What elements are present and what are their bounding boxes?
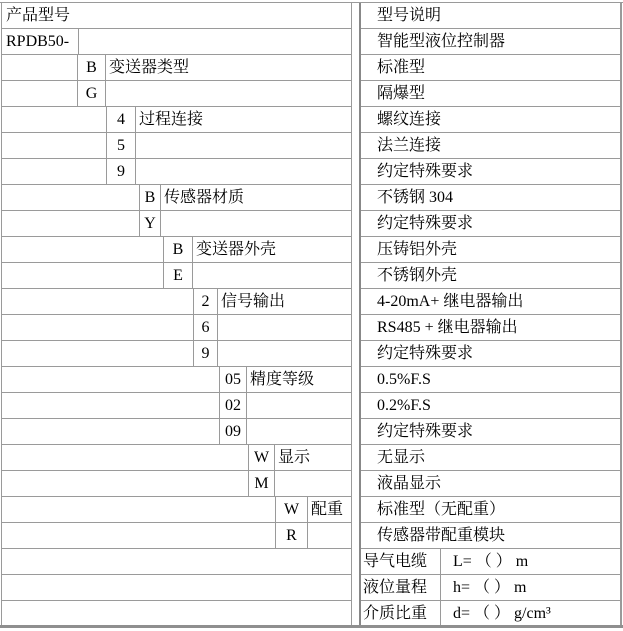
indent-cell xyxy=(2,341,194,366)
description-cell: 约定特殊要求 xyxy=(377,163,474,180)
indent-cell xyxy=(2,315,194,340)
param-label-cell: 导气电缆 xyxy=(361,549,441,574)
option-code-cell: 6 xyxy=(194,315,218,340)
option-label-cell: 变送器外壳 xyxy=(196,241,277,258)
desc-row xyxy=(361,341,620,367)
desc-row xyxy=(361,471,620,497)
option-code-cell: G xyxy=(78,81,106,106)
model-prefix-cell: RPDB50- xyxy=(2,29,79,54)
spec-row xyxy=(2,107,351,133)
description-cell: 0.2%F.S xyxy=(377,397,431,414)
indent-cell xyxy=(2,419,220,444)
spec-row xyxy=(2,81,351,107)
desc-row xyxy=(361,315,620,341)
option-code-cell: Y xyxy=(140,211,161,236)
spec-row xyxy=(2,211,351,237)
desc-row xyxy=(361,419,620,445)
spec-row xyxy=(2,419,351,445)
option-label-cell xyxy=(218,341,351,366)
spec-row xyxy=(2,289,351,315)
option-label-cell: 配重 xyxy=(311,501,344,518)
spec-row xyxy=(2,523,351,549)
option-label-cell xyxy=(136,133,351,158)
option-label-cell xyxy=(161,211,351,236)
option-code-cell: E xyxy=(164,263,193,288)
param-label-cell: 液位量程 xyxy=(361,575,441,600)
desc-row xyxy=(361,81,620,107)
option-label-cell: 信号输出 xyxy=(221,293,286,310)
option-label-cell xyxy=(106,81,351,106)
indent-cell xyxy=(2,289,194,314)
spec-row xyxy=(2,497,351,523)
indent-cell xyxy=(2,133,107,158)
desc-row xyxy=(361,367,620,393)
option-code-cell: 9 xyxy=(194,341,218,366)
desc-row xyxy=(361,237,620,263)
footer-blank-row xyxy=(2,601,351,627)
option-label-cell xyxy=(218,315,351,340)
indent-cell xyxy=(2,185,140,210)
indent-cell xyxy=(2,81,78,106)
spec-row xyxy=(2,159,351,185)
indent-cell xyxy=(2,445,249,470)
indent-cell xyxy=(2,159,107,184)
desc-row xyxy=(361,211,620,237)
desc-row xyxy=(361,445,620,471)
spec-row xyxy=(2,315,351,341)
desc-row xyxy=(361,55,620,81)
description-cell: 标准型（无配重） xyxy=(377,501,506,518)
option-code-cell: R xyxy=(276,523,308,548)
description-cell: 不锈钢外壳 xyxy=(377,267,458,284)
param-value-cell: L= （ ） m xyxy=(453,553,529,570)
description-cell: 约定特殊要求 xyxy=(377,423,474,440)
option-code-cell: M xyxy=(249,471,275,496)
product-model-table xyxy=(1,3,352,627)
option-code-cell: B xyxy=(78,55,106,80)
description-cell: 约定特殊要求 xyxy=(377,215,474,232)
description-cell: 法兰连接 xyxy=(377,137,442,154)
description-cell: 标准型 xyxy=(377,59,426,76)
desc-row xyxy=(361,29,620,55)
footer-blank-row xyxy=(2,549,351,575)
footer-blank-row xyxy=(2,575,351,601)
option-label-cell xyxy=(308,523,351,548)
desc-row xyxy=(361,497,620,523)
option-code-cell: 4 xyxy=(107,107,136,132)
indent-cell xyxy=(2,471,249,496)
desc-row xyxy=(361,393,620,419)
spec-row xyxy=(2,263,351,289)
spec-row xyxy=(2,55,351,81)
header-row-right xyxy=(361,3,620,29)
header-row-left xyxy=(2,3,351,29)
spec-row xyxy=(2,341,351,367)
desc-row xyxy=(361,289,620,315)
option-label-cell xyxy=(193,263,351,288)
param-row xyxy=(361,575,620,601)
option-code-cell: 05 xyxy=(220,367,247,392)
option-label-cell xyxy=(247,393,351,418)
spec-row xyxy=(2,393,351,419)
description-cell: 隔爆型 xyxy=(377,85,426,102)
model-description-header: 型号说明 xyxy=(377,7,442,24)
desc-row xyxy=(361,133,620,159)
indent-cell xyxy=(2,237,164,262)
indent-cell xyxy=(2,497,276,522)
desc-row xyxy=(361,263,620,289)
desc-row xyxy=(361,159,620,185)
param-value-cell: d= （ ） g/cm³ xyxy=(453,605,551,622)
option-code-cell: W xyxy=(276,497,308,522)
indent-cell xyxy=(2,211,140,236)
desc-row xyxy=(361,523,620,549)
spec-row xyxy=(2,367,351,393)
description-cell: 智能型液位控制器 xyxy=(377,33,506,50)
description-cell: 传感器带配重模块 xyxy=(377,527,506,544)
param-value-cell: h= （ ） m xyxy=(453,579,527,596)
option-label-cell xyxy=(275,471,351,496)
option-label-cell xyxy=(79,29,351,54)
desc-row xyxy=(361,107,620,133)
option-label-cell: 变送器类型 xyxy=(109,59,190,76)
description-cell: 压铸铝外壳 xyxy=(377,241,458,258)
indent-cell xyxy=(2,523,276,548)
spec-row xyxy=(2,185,351,211)
spec-row xyxy=(2,133,351,159)
spec-row xyxy=(2,29,351,55)
option-label-cell: 显示 xyxy=(278,449,311,466)
option-label-cell xyxy=(136,159,351,184)
indent-cell xyxy=(2,55,78,80)
option-code-cell: 02 xyxy=(220,393,247,418)
param-label-cell: 介质比重 xyxy=(361,601,441,626)
description-cell: 无显示 xyxy=(377,449,426,466)
option-code-cell: W xyxy=(249,445,275,470)
option-label-cell: 过程连接 xyxy=(139,111,204,128)
description-cell: 4-20mA+ 继电器输出 xyxy=(377,293,524,310)
description-cell: 螺纹连接 xyxy=(377,111,442,128)
indent-cell xyxy=(2,107,107,132)
param-row xyxy=(361,549,620,575)
indent-cell xyxy=(2,393,220,418)
option-code-cell: 5 xyxy=(107,133,136,158)
indent-cell xyxy=(2,367,220,392)
indent-cell xyxy=(2,263,164,288)
model-description-table xyxy=(359,3,622,627)
description-cell: 不锈钢 304 xyxy=(377,189,454,206)
option-label-cell: 传感器材质 xyxy=(164,189,245,206)
description-cell: 约定特殊要求 xyxy=(377,345,474,362)
option-code-cell: B xyxy=(164,237,193,262)
spec-row xyxy=(2,237,351,263)
option-code-cell: 9 xyxy=(107,159,136,184)
product-model-header: 产品型号 xyxy=(6,7,71,24)
description-cell: RS485 + 继电器输出 xyxy=(377,319,518,336)
param-row xyxy=(361,601,620,627)
description-cell: 液晶显示 xyxy=(377,475,442,492)
desc-row xyxy=(361,185,620,211)
option-label-cell xyxy=(247,419,351,444)
option-code-cell: 09 xyxy=(220,419,247,444)
spec-row xyxy=(2,471,351,497)
option-code-cell: 2 xyxy=(194,289,218,314)
option-label-cell: 精度等级 xyxy=(250,371,315,388)
option-code-cell: B xyxy=(140,185,161,210)
description-cell: 0.5%F.S xyxy=(377,371,431,388)
table-bottom-border xyxy=(0,625,623,628)
spec-row xyxy=(2,445,351,471)
